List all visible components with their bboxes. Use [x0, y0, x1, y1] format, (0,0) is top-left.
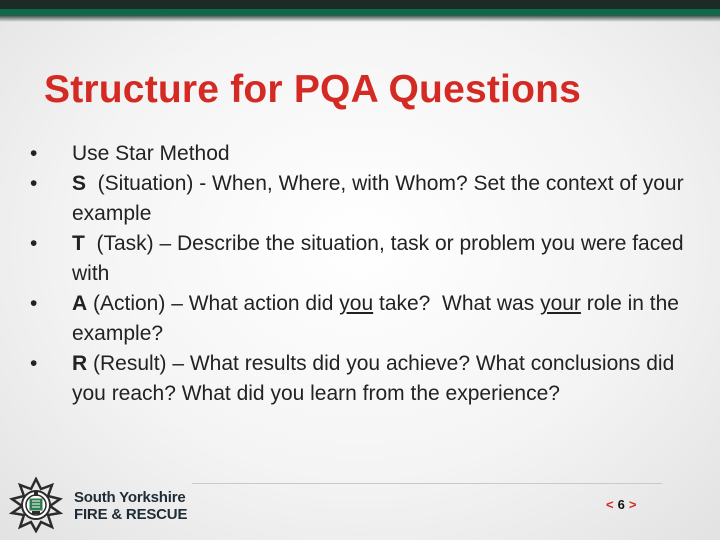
bullet-text: take? What was: [373, 292, 541, 315]
top-band-dark: [0, 0, 720, 9]
bullet-key: S: [72, 172, 87, 195]
bullet-text: Use Star Method: [72, 142, 230, 165]
footer-divider: [192, 483, 662, 484]
org-name-line1: South Yorkshire: [74, 489, 186, 506]
bullet-dot: •: [30, 292, 38, 315]
emphasis-you: you: [339, 292, 374, 315]
bullet-dot: •: [30, 172, 38, 195]
bullet-dot: •: [30, 232, 38, 255]
page-prev-bracket: <: [606, 497, 614, 512]
slide-title: Structure for PQA Questions: [44, 68, 582, 111]
bullet-key: A: [72, 292, 88, 315]
page-number: 6: [617, 497, 625, 512]
bullet-key: T: [72, 232, 85, 255]
bullet-item-result: [28, 349, 688, 409]
bullet-text: (Result) – What results did you achieve? What conclusions did you reach? What did you learn from the experience?: [72, 352, 681, 405]
page-indicator: [606, 497, 636, 512]
bullet-dot: •: [30, 142, 38, 165]
top-accent-band: [0, 0, 720, 22]
bullet-item-situation: [28, 169, 688, 229]
bullet-text: (Situation) - When, Where, with Whom? Set the context of your example: [72, 172, 690, 225]
bullet-dot: •: [30, 352, 38, 375]
bullet-item-action: [28, 289, 688, 349]
organisation-logo-text: [74, 489, 187, 523]
page-next-bracket: >: [628, 497, 637, 512]
bullet-text: (Action) – What action did: [87, 292, 340, 315]
org-name-line2: FIRE & RESCUE: [74, 506, 188, 523]
bullet-text: (Task) – Describe the situation, task or problem you were faced with: [72, 232, 690, 285]
top-band-shadow: [0, 15, 720, 22]
bullet-list: [28, 139, 688, 409]
bullet-item-star-method: [28, 139, 688, 169]
bullet-text: role in the example?: [72, 292, 685, 345]
emphasis-your: your: [540, 292, 581, 315]
bullet-key: R: [72, 352, 88, 375]
fire-rescue-crest-icon: [8, 477, 64, 533]
bullet-item-task: [28, 229, 688, 289]
